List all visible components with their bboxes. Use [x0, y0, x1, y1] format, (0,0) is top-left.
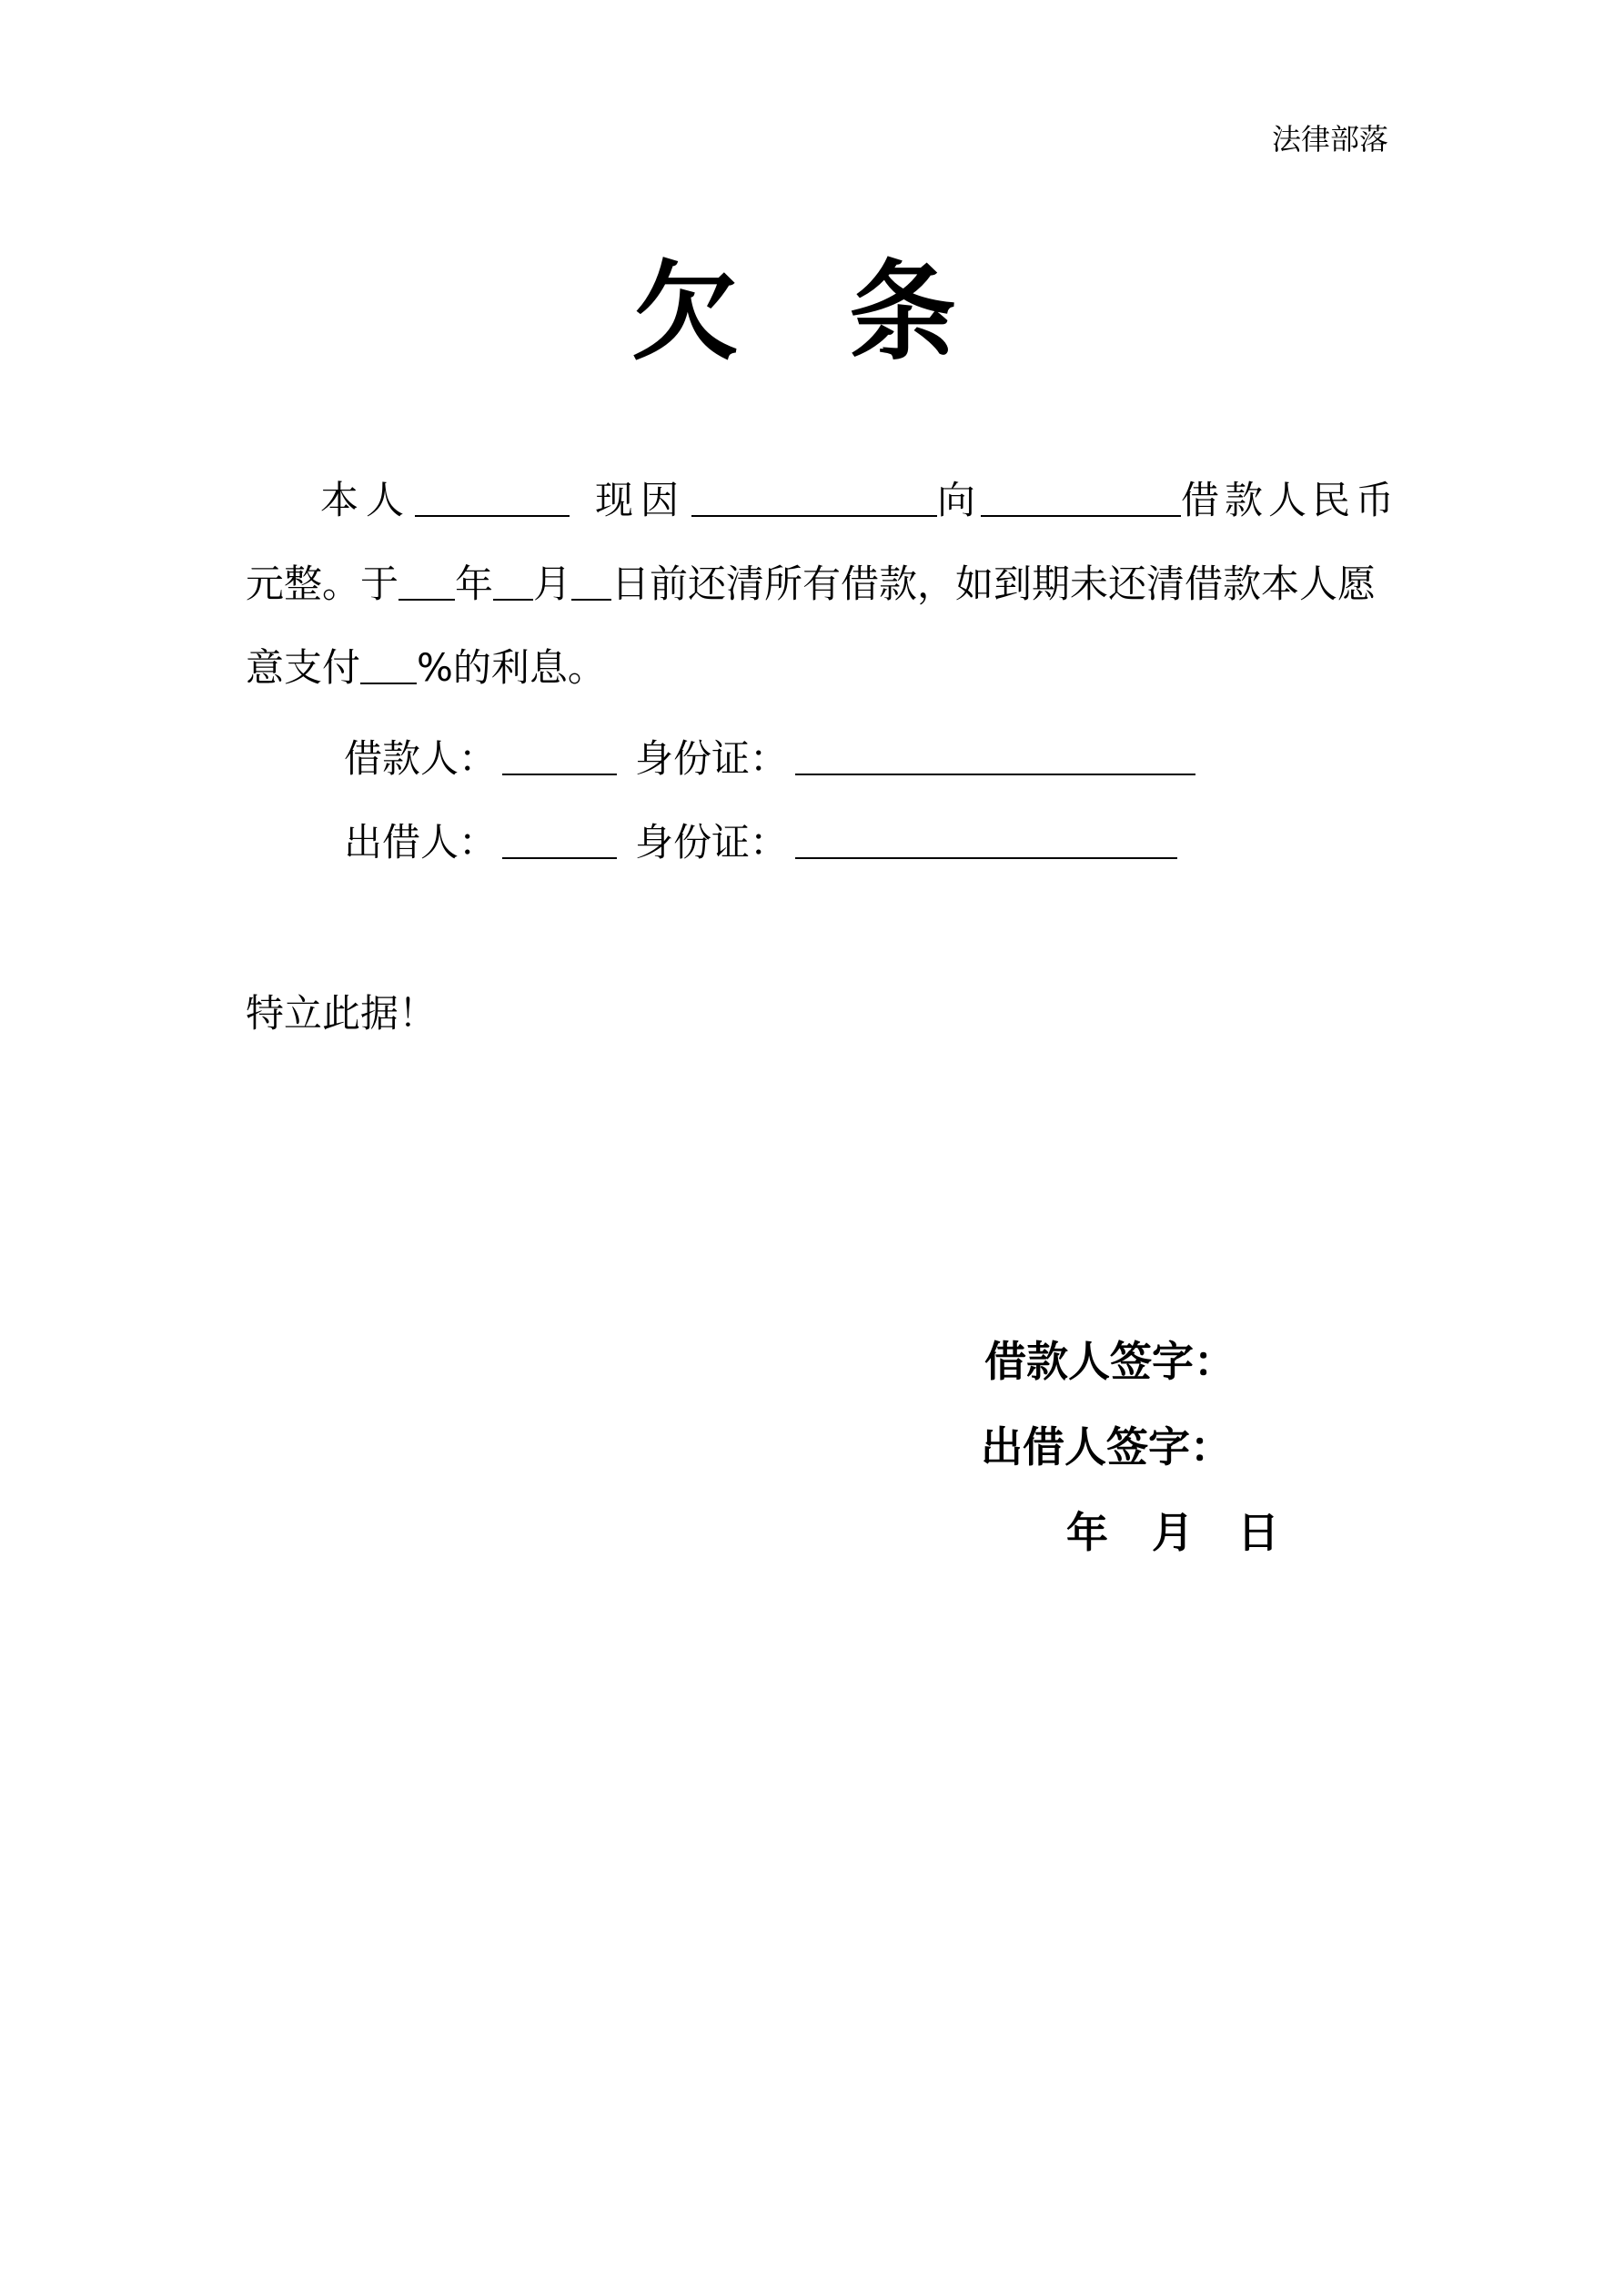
borrower-id-field[interactable]: [795, 732, 1195, 775]
source-tag: 法律部落: [1272, 122, 1389, 157]
date-year-label: 年: [1066, 1508, 1108, 1557]
body-text: 意支付: [246, 645, 361, 690]
borrower-label: 借款人：: [344, 736, 498, 781]
borrower-line: [344, 732, 1195, 786]
lender-name-field[interactable]: [502, 815, 617, 859]
lender-line: [344, 815, 1177, 870]
body-text: 月: [533, 561, 572, 606]
body-text: 借款人民币: [1181, 478, 1400, 522]
signature-date: [1066, 1500, 1279, 1560]
body-text: 向: [937, 478, 976, 522]
blank-day-field[interactable]: [571, 557, 611, 601]
body-text: 现因: [595, 478, 687, 522]
body-text: %的利息。: [417, 645, 606, 690]
lender-signature-label: 出借人签字：: [981, 1422, 1232, 1472]
body-text: 年: [455, 561, 494, 606]
body-line-3: [246, 641, 606, 695]
blank-interest-field[interactable]: [360, 641, 417, 684]
document-title: 欠 条: [630, 249, 994, 375]
date-day-label: 日: [1237, 1508, 1279, 1557]
blank-reason-field[interactable]: [691, 473, 937, 517]
body-text: 日前还清所有借款，如到期未还清借款本人愿: [611, 561, 1377, 606]
blank-lender-field[interactable]: [981, 473, 1181, 517]
closing-statement: 特立此据！: [246, 991, 438, 1036]
borrower-signature-label: 借款人签字：: [984, 1337, 1236, 1386]
lender-id-label: 身份证：: [635, 820, 789, 865]
borrower-id-label: 身份证：: [635, 736, 789, 781]
lender-label: 出借人：: [344, 820, 498, 865]
date-month-label: 月: [1152, 1508, 1194, 1557]
body-text: 本人: [320, 478, 412, 522]
blank-name-field[interactable]: [415, 473, 570, 517]
body-line-2: [246, 557, 1376, 612]
body-line-1: [320, 473, 1399, 528]
lender-id-field[interactable]: [795, 815, 1177, 859]
blank-year-field[interactable]: [398, 557, 455, 601]
body-text: 元整。于: [246, 561, 399, 606]
borrower-name-field[interactable]: [502, 732, 617, 775]
blank-month-field[interactable]: [493, 557, 533, 601]
